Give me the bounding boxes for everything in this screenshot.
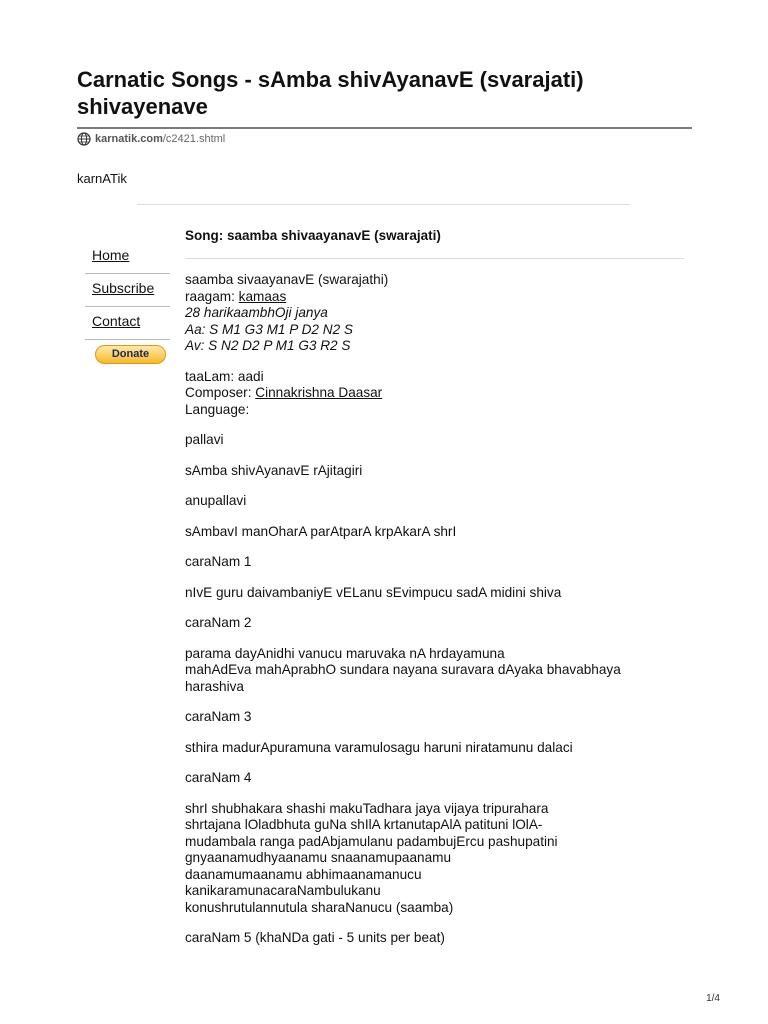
lyric-line: konushrutulannutula sharaNanucu (saamba): [185, 899, 454, 915]
lyric-line: mahAdEva mahAprabhO sundara nayana suravara dAyaka bhavabhaya: [185, 662, 621, 677]
subscribe-link[interactable]: Subscribe: [92, 280, 155, 296]
lyric-line: shrI shubhakara shashi makuTadhara jaya vijaya tripurahara: [185, 800, 549, 816]
home-link[interactable]: Home: [92, 247, 130, 263]
lyric-line: kanikaramunacaraNambulukanu: [185, 883, 381, 898]
nav-item-contact: [85, 307, 170, 340]
lyric-line: daanamumaanamu abhimaanamanucu: [185, 866, 422, 882]
section-heading: caraNam 4: [185, 770, 252, 785]
header-divider: [137, 204, 630, 205]
lyric-line: shrtajana lOladbhuta guNa shIlA krtanutapAlA patituni lOlA-: [185, 817, 543, 832]
section-heading: pallavi: [185, 432, 224, 447]
lyric-line: harashiva: [185, 678, 244, 694]
section-heading: caraNam 5 (khaNDa gati - 5 units per beat): [185, 930, 445, 945]
source-domain: karnatik.com: [95, 133, 163, 145]
raagam-link[interactable]: kamaas: [238, 288, 287, 304]
source-path: /c2421.shtml: [162, 133, 226, 145]
lyric-line: sAmbavI manOharA parAtparA krpAkarA shrI: [185, 523, 457, 539]
section-heading: caraNam 3: [185, 709, 252, 724]
song-name: saamba sivaayanavE (swarajathi): [185, 272, 389, 287]
composer-line: [185, 385, 705, 402]
donate-button[interactable]: Donate: [95, 345, 166, 364]
section-heading: caraNam 2: [185, 615, 252, 630]
lyric-line: sAmba shivAyanavE rAjitagiri: [185, 462, 363, 478]
nav-item-subscribe: [85, 274, 170, 307]
song-divider: [185, 258, 684, 259]
sidebar-nav: [85, 241, 170, 340]
song-heading: Song: saamba shivaayanavE (swarajati): [185, 228, 441, 243]
page-number: 1/4: [706, 993, 720, 1004]
lyric-line: nIvE guru daivambaniyE vELanu sEvimpucu sadA midini shiva: [185, 584, 562, 600]
section-heading: caraNam 1: [185, 554, 252, 569]
globe-icon: [77, 132, 91, 146]
composer-link[interactable]: Cinnakrishna Daasar: [255, 385, 383, 400]
title-divider: [77, 127, 692, 129]
section-heading: anupallavi: [185, 493, 247, 508]
nav-item-home: [85, 241, 170, 274]
arohanam: Aa: S M1 G3 M1 P D2 N2 S: [185, 321, 353, 337]
raagam-line: [185, 289, 705, 306]
lyric-line: gnyaanamudhyaanamu snaanamupaanamu: [185, 850, 452, 865]
taalam-line: taaLam: aadi: [185, 368, 264, 384]
avarohanam: Av: S N2 D2 P M1 G3 R2 S: [185, 338, 351, 353]
source-link[interactable]: [77, 132, 225, 146]
language-line: Language:: [185, 401, 250, 417]
site-brand: karnATik: [77, 171, 127, 186]
contact-link[interactable]: Contact: [92, 313, 141, 329]
song-content: [185, 272, 705, 947]
page-title: Carnatic Songs - sAmba shivAyanavE (svarajati) shivayenave: [77, 67, 584, 119]
lyric-line: sthira madurApuramuna varamulosagu haruni niratamunu dalaci: [185, 739, 573, 755]
lyric-line: mudambala ranga padAbjamulanu padambujErcu pashupatini: [185, 833, 558, 849]
janya-line: 28 harikaambhOji janya: [185, 305, 328, 320]
lyric-line: parama dayAnidhi vanucu maruvaka nA hrdayamuna: [185, 645, 505, 661]
raagam-label: raagam:: [185, 288, 239, 304]
composer-label: Composer:: [185, 385, 256, 400]
